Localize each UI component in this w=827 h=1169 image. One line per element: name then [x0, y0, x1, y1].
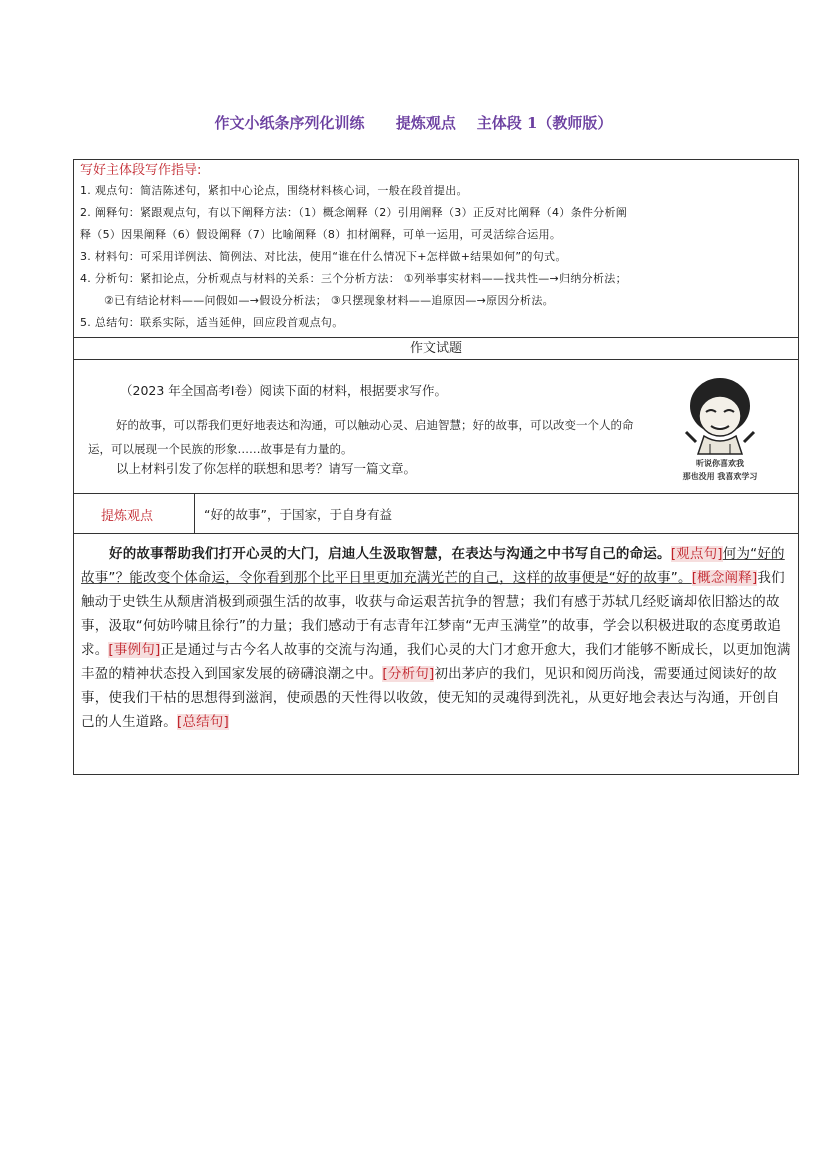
essay-segment-2: 我们触动于史铁生从颓唐消极到顽强生活的故事，收获与命运艰苦抗争的智慧；我们有感于苏轼几经贬谪却依旧豁达的故事，汲取“何妨吟啸且徐行”的力量；我们感动于有志青年江梦南“无声玉满堂”的故事，学会以积极进取的态度勇敢追求。 — [81, 570, 785, 658]
tag-analysis: [分析句] — [382, 666, 435, 682]
tag-example: [事例句] — [108, 642, 161, 658]
meme-caption-line-2: 那也没用 我喜欢学习 — [682, 472, 758, 481]
refined-viewpoint: “好的故事”，于国家，于自身有益 — [204, 507, 392, 522]
guide-item-3: 3. 材料句：可采用详例法、简例法、对比法，使用“谁在什么情况下+怎样做+结果如何”的句式。 — [80, 250, 567, 263]
essay-segment-3: 正是通过与古今名人故事的交流与沟通，我们心灵的大门才愈开愈大，我们才能够不断成长，以更加饱满丰盈的精神状态投入到国家发展的磅礴浪潮之中。 — [81, 642, 791, 682]
tag-viewpoint: [观点句] — [670, 546, 723, 562]
prompt-material: 好的故事，可以帮我们更好地表达和沟通，可以触动心灵、启迪智慧；好的故事，可以改变一个人的命运，可以展现一个民族的形象……故事是有力量的。 — [88, 418, 634, 456]
refine-label: 提炼观点 — [101, 509, 154, 524]
prompt-intro: （2023 年全国高考Ⅰ卷）阅读下面的材料，根据要求写作。 — [120, 383, 447, 398]
guide-item-2: 2. 阐释句：紧跟观点句，有以下阐释方法：（1）概念阐释（2）引用阐释（3）正反对比阐释（4）条件分析阐 — [80, 206, 628, 219]
refine-viewpoint-row — [74, 494, 798, 534]
guide-item-4-cont: ②已有结论材料——问假如—→假设分析法； ③只摆现象材料——追原因—→原因分析法。 — [104, 294, 554, 307]
essay-lead-sentence: 好的故事帮助我们打开心灵的大门，启迪人生汲取智慧，在表达与沟通之中书写自己的命运。 — [109, 546, 671, 562]
refine-label-cell — [74, 494, 195, 533]
writing-guide-section — [74, 160, 798, 338]
page-title: 作文小纸条序列化训练 提炼观点 主体段 1（教师版） — [214, 114, 613, 132]
meme-caption — [660, 457, 780, 483]
meme-caption-line-1: 听说你喜欢我 — [696, 459, 744, 468]
tag-summary: [总结句] — [176, 714, 229, 730]
guide-item-4: 4. 分析句：紧扣论点，分析观点与材料的关系：三个分析方法： ①列举事实材料——找共性—→归纳分析法； — [80, 272, 627, 285]
guide-item-1: 1. 观点句：简洁陈述句，紧扣中心论点，围绕材料核心词，一般在段首提出。 — [80, 184, 468, 197]
worksheet-table — [73, 159, 799, 775]
essay-segment-4: 初出茅庐的我们，见识和阅历尚浅，需要通过阅读好的故事，使我们干枯的思想得到滋润，使顽愚的天性得以收敛，使无知的灵魂得到洗礼，从更好地会表达与沟通，开创自己的人生道路。 — [81, 666, 780, 730]
guide-item-5: 5. 总结句：联系实际，适当延伸，回应段首观点句。 — [80, 316, 344, 329]
guide-heading: 写好主体段写作指导: — [80, 163, 202, 178]
model-paragraph — [74, 534, 798, 775]
essay-text — [81, 542, 791, 734]
prompt-section — [74, 360, 798, 494]
prompt-question: 以上材料引发了你怎样的联想和思考？请写一篇文章。 — [116, 461, 417, 476]
tag-concept: [概念阐释] — [691, 570, 758, 586]
prompt-heading: 作文试题 — [74, 338, 798, 360]
essay-segment-1: 何为“好的故事”？能改变个体命运，令你看到那个比平日里更加充满光芒的自己，这样的故事便是“好的故事”。 — [81, 546, 785, 586]
guide-item-2-cont: 释（5）因果阐释（6）假设阐释（7）比喻阐释（8）扣材阐释，可单一运用，可灵活综合运用。 — [80, 228, 562, 241]
